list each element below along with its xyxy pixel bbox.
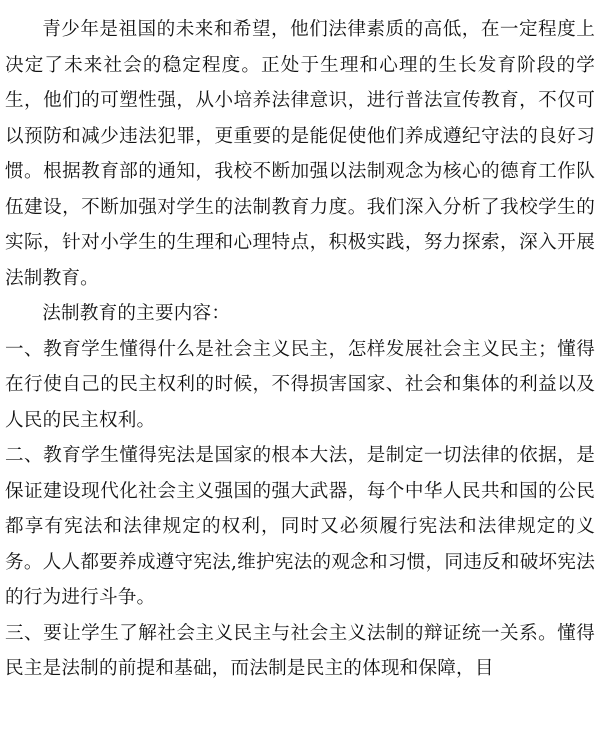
list-item-1: 一、教育学生懂得什么是社会主义民主，怎样发展社会主义民主；懂得在行使自己的民主权利的时候，不得损害国家、社会和集体的利益以及人民的民主权利。 xyxy=(5,338,595,431)
intro-paragraph: 青少年是祖国的未来和希望，他们法律素质的高低，在一定程度上决定了未来社会的稳定程度。正处于生理和心理的生长发育阶段的学生，他们的可塑性强，从小培养法律意识，进行普法宣传教育，不仅可以预防和减少违法犯罪，更重要的是能促使他们养成遵纪守法的良好习惯。根据教育部的通知，我校不断加强以法制观念为核心的德育工作队伍建设，不断加强对学生的法制教育力度。我们深入分析了我校学生的实际，针对小学生的生理和心理特点，积极实践，努力探索，深入开展法制教育。 xyxy=(5,19,595,289)
list-item-2: 二、教育学生懂得宪法是国家的根本大法，是制定一切法律的依据，是保证建设现代化社会主义强国的强大武器，每个中华人民共和国的公民都享有宪法和法律规定的权利，同时又必须履行宪法和法律规定的义务。人人都要养成遵守宪法,维护宪法的观念和习惯，同违反和破坏宪法的行为进行斗争。 xyxy=(5,445,595,608)
list-item-3: 三、要让学生了解社会主义民主与社会主义法制的辩证统一关系。懂得民主是法制的前提和基础，而法制是民主的体现和保障，目 xyxy=(5,622,595,679)
section-heading: 法制教育的主要内容： xyxy=(42,303,231,324)
